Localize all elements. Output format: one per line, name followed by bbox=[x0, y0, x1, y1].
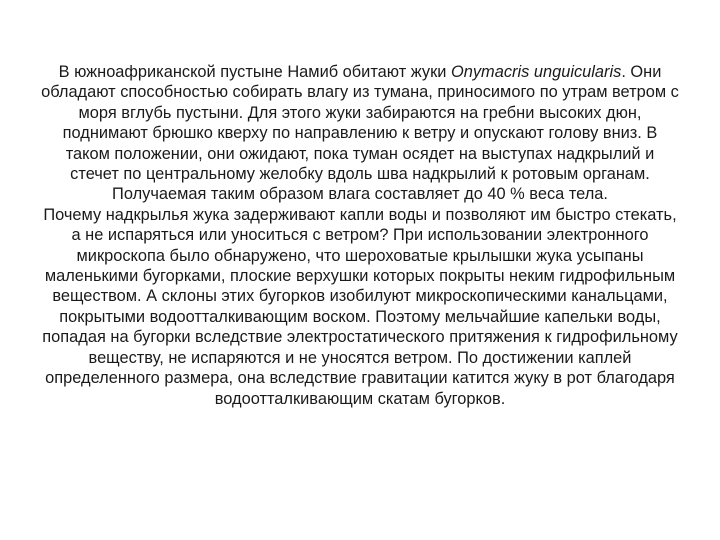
species-name: Onymacris unguicularis bbox=[450, 63, 622, 81]
paragraph-elytra-explanation: Почему надкрылья жука задерживают капли воды и позволяют им быстро стекать, а не испаряться или уноситься с ветром? При использовании электронного микроскопа было обнаружено, что шероховатые крылышки жука усыпаны маленькими бугорками, плоские верхушки которых покрыты неким гидрофильным веществом. А склоны этих бугорков изобилуют микроскопическими канальцами, покрытыми водоотталкивающим воском. Поэтому мельчайшие капельки воды, попадая на бугорки вследствие электростатического притяжения к гидрофильному веществу, не испаряются и не уносятся ветром. По достижении каплей определенного размера, она вследствие гравитации катится жуку в рот благодаря водоотталкивающим скатам бугорков. bbox=[42, 205, 678, 408]
slide-text-body bbox=[40, 62, 680, 409]
paragraph-namib-beetle bbox=[40, 62, 680, 205]
paragraph-intro-text: В южноафриканской пустыне Намиб обитают жуки bbox=[58, 63, 451, 81]
paragraph-rest-text: . Они обладают способностью собирать влагу из тумана, приносимого по утрам ветром с моря вглубь пустыни. Для этого жуки забираются на гребни высоких дюн, поднимают брюшко кверху по направлению к ветру и опускают голову вниз. В таком положении, они ожидают, пока туман осядет на выступах надкрылий и стечет по центральному желобку вдоль шва надкрылий к ротовым органам. Получаемая таким образом влага составляет до 40 % веса тела. bbox=[41, 63, 679, 204]
